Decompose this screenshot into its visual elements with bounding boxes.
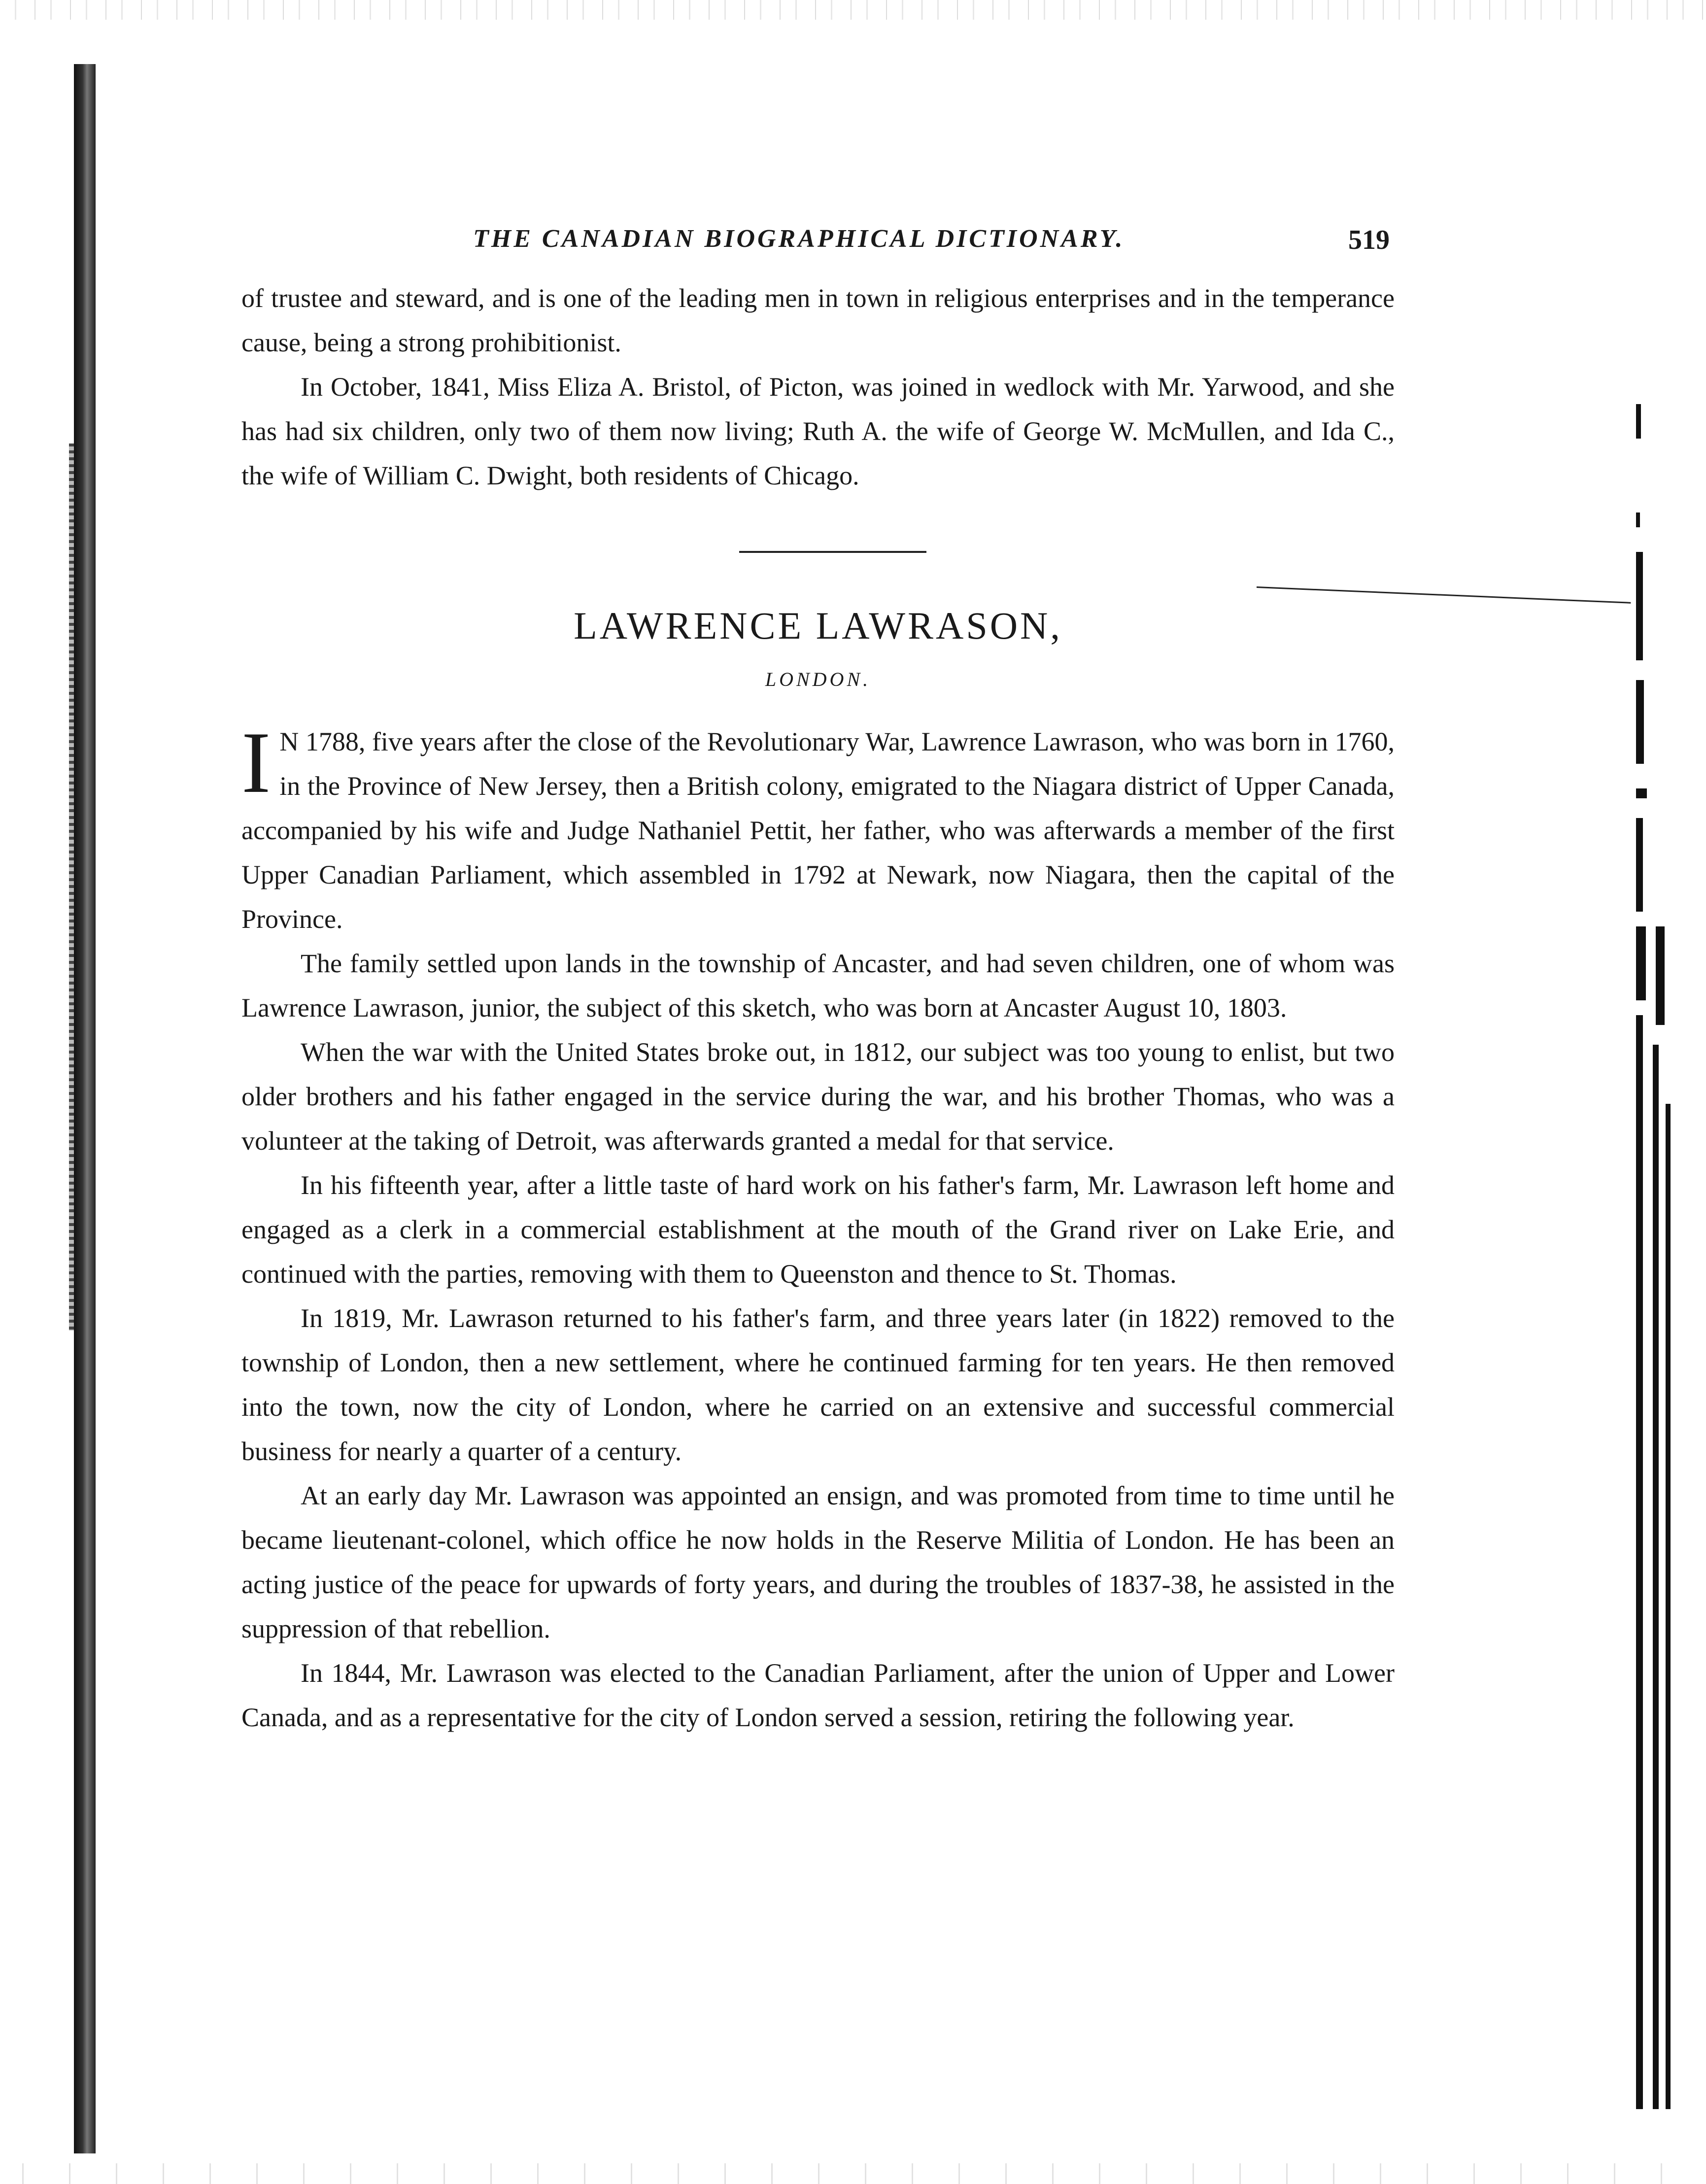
paragraph-3: When the war with the United States broke out, in 1812, our subject was too young to enlist, but two older brothers and his father engaged in the service during the war, and his brother Thomas, who was a volunteer at the taking of Detroit, was afterwards granted a medal for that service. [241, 1037, 1395, 1156]
paragraph-marriage: In October, 1841, Miss Eliza A. Bristol, of Picton, was joined in wedlock with Mr. Yarwood, and she has had six children, only two of them now living; Ruth A. the wife of George W. McMullen, and Ida C., the wife of William C. Dwight, both residents of Chicago. [241, 372, 1395, 490]
article-body [241, 714, 1395, 1740]
continued-text [241, 276, 1395, 498]
running-title: THE CANADIAN BIOGRAPHICAL DICTIONARY. [473, 225, 1125, 253]
article-heading: LAWRENCE LAWRASON, [574, 604, 1062, 647]
paragraph-5: In 1819, Mr. Lawrason returned to his father's farm, and three years later (in 1822) removed to the township of London, then a new settlement, where he continued farming for ten years. He then removed into the town, now the city of London, where he carried on an extensive and successful commercial business for nearly a quarter of a century. [241, 1303, 1395, 1466]
article-location: LONDON. [765, 668, 871, 690]
scan-bottom-edge [0, 2163, 1706, 2184]
paragraph-6: At an early day Mr. Lawrason was appointed an ensign, and was promoted from time to time until he became lieutenant-colonel, which office he now holds in the Reserve Militia of London. He has been an acting justice of the peace for upwards of forty years, and during the troubles of 1837-38, he assisted in the suppression of that rebellion. [241, 1481, 1395, 1643]
paragraph-1 [241, 714, 1395, 941]
paragraph-continued: of trustee and steward, and is one of the leading men in town in religious enterprises and in the temperance cause, being a strong prohibitionist. [241, 283, 1395, 357]
drop-cap: I [241, 714, 271, 811]
section-divider [739, 551, 926, 553]
scan-top-edge [0, 0, 1706, 20]
paragraph-7: In 1844, Mr. Lawrason was elected to the Canadian Parliament, after the union of Upper and Lower Canada, and as a representative for the city of London served a session, retiring the following year. [241, 1658, 1395, 1732]
binding-shadow [74, 64, 96, 2153]
paragraph-1-text: N 1788, five years after the close of the Revolutionary War, Lawrence Lawrason, who was born in 1760, in the Province of New Jersey, then a British colony, emigrated to the Niagara district of Upper Canada, accompanied by his wife and Judge Nathaniel Pettit, her father, who was afterwards a member of the first Upper Canadian Parliament, which assembled in 1792 at Newark, now Niagara, then the capital of the Province. [241, 727, 1395, 934]
page-number: 519 [1348, 225, 1390, 255]
stray-scan-line [1257, 586, 1631, 604]
paragraph-4: In his fifteenth year, after a little taste of hard work on his father's farm, Mr. Lawrason left home and engaged as a clerk in a commercial establishment at the mouth of the Grand river on Lake Erie, and continued with the parties, removing with them to Queenston and thence to St. Thomas. [241, 1170, 1395, 1289]
running-head [473, 224, 1390, 264]
binding-texture [69, 444, 74, 1331]
paragraph-2: The family settled upon lands in the township of Ancaster, and had seven children, one of whom was Lawrence Lawrason, junior, the subject of this sketch, who was born at Ancaster August 10, 1803. [241, 949, 1395, 1023]
right-page-edge [1636, 0, 1706, 2184]
